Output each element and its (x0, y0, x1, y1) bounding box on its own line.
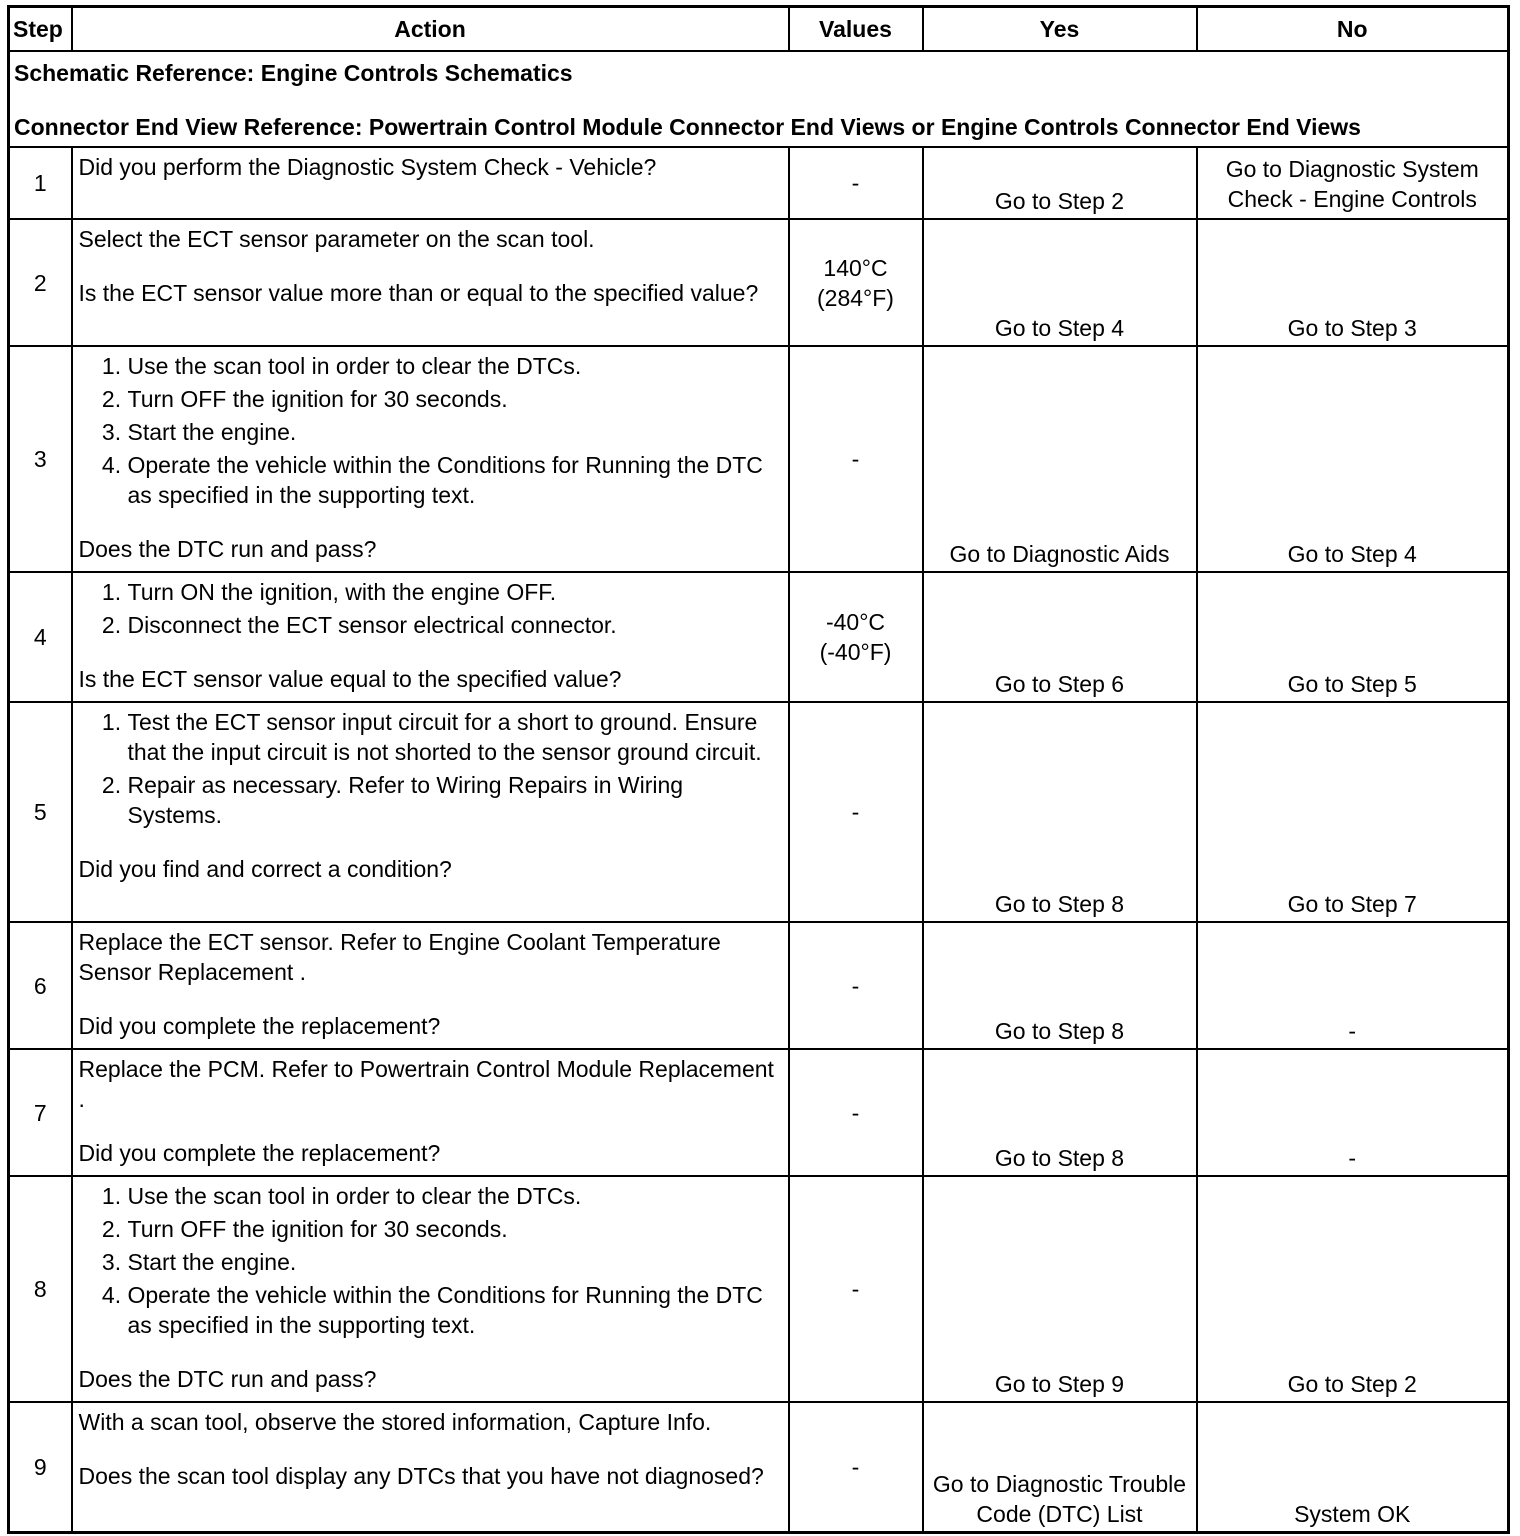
yes-cell: Go to Step 4 (923, 219, 1197, 346)
yes-cell: Go to Step 8 (923, 1049, 1197, 1176)
step-number: 1 (9, 147, 72, 219)
header-action: Action (72, 7, 789, 52)
action-step-item: 2. Repair as necessary. Refer to Wiring Repairs in Wiring Systems. (128, 770, 782, 830)
action-cell (72, 572, 789, 702)
values-cell: - (789, 1049, 923, 1176)
yes-cell: Go to Diagnostic Aids (923, 346, 1197, 572)
step-number: 2 (9, 219, 72, 346)
action-step-item: 1. Turn ON the ignition, with the engine OFF. (128, 577, 782, 607)
no-cell: Go to Step 3 (1197, 219, 1509, 346)
action-intro: With a scan tool, observe the stored information, Capture Info. (78, 1409, 712, 1435)
action-intro: Select the ECT sensor parameter on the scan tool. (78, 226, 595, 252)
table-row (9, 572, 1509, 702)
action-cell (72, 702, 789, 922)
action-step-item: 3. Start the engine. (128, 417, 782, 447)
action-question: Did you complete the replacement? (78, 1140, 441, 1166)
values-cell: - (789, 1176, 923, 1402)
header-values: Values (789, 7, 923, 52)
table-row (9, 219, 1509, 346)
action-cell (72, 219, 789, 346)
action-cell (72, 922, 789, 1049)
no-cell: Go to Diagnostic System Check - Engine Controls (1197, 147, 1509, 219)
values-cell: - (789, 922, 923, 1049)
values-cell: - (789, 147, 923, 219)
action-cell (72, 1049, 789, 1176)
action-question: Is the ECT sensor value more than or equal to the specified value? (78, 280, 759, 306)
action-step-item: 1. Use the scan tool in order to clear the DTCs. (128, 351, 782, 381)
action-question: Does the DTC run and pass? (78, 536, 377, 562)
action-cell (72, 1176, 789, 1402)
values-cell: - (789, 1402, 923, 1532)
table-row (9, 922, 1509, 1049)
action-step-item: 2. Turn OFF the ignition for 30 seconds. (128, 384, 782, 414)
step-number: 3 (9, 346, 72, 572)
schematic-reference: Schematic Reference: Engine Controls Schematics (14, 60, 573, 86)
yes-cell: Go to Step 2 (923, 147, 1197, 219)
action-cell (72, 1402, 789, 1532)
reference-row (9, 51, 1509, 147)
no-cell: - (1197, 922, 1509, 1049)
header-step: Step (9, 7, 72, 52)
action-step-item: 1. Use the scan tool in order to clear the DTCs. (128, 1181, 782, 1211)
step-number: 9 (9, 1402, 72, 1532)
table-row (9, 346, 1509, 572)
step-number: 4 (9, 572, 72, 702)
action-steps-list (79, 577, 782, 640)
step-number: 5 (9, 702, 72, 922)
action-step-item: 1. Test the ECT sensor input circuit for a short to ground. Ensure that the input circuit is not shorted to the sensor ground circuit. (128, 707, 782, 767)
no-cell: - (1197, 1049, 1509, 1176)
step-number: 6 (9, 922, 72, 1049)
yes-cell: Go to Step 6 (923, 572, 1197, 702)
action-intro: Replace the ECT sensor. Refer to Engine Coolant Temperature Sensor Replacement . (78, 929, 721, 985)
step-number: 8 (9, 1176, 72, 1402)
yes-cell: Go to Step 8 (923, 922, 1197, 1049)
table-row (9, 1049, 1509, 1176)
values-cell: 140°C (284°F) (789, 219, 923, 346)
action-question: Did you complete the replacement? (78, 1013, 441, 1039)
action-step-item: 3. Start the engine. (128, 1247, 782, 1277)
action-step-item: 2. Disconnect the ECT sensor electrical connector. (128, 610, 782, 640)
action-steps-list (79, 351, 782, 510)
action-intro: Replace the PCM. Refer to Powertrain Control Module Replacement . (78, 1056, 774, 1112)
yes-cell: Go to Step 9 (923, 1176, 1197, 1402)
action-cell (72, 147, 789, 219)
table-row (9, 147, 1509, 219)
diagnostic-table (7, 5, 1510, 1534)
table-row (9, 1402, 1509, 1532)
no-cell: Go to Step 2 (1197, 1176, 1509, 1402)
no-cell: Go to Step 4 (1197, 346, 1509, 572)
action-step-item: 4. Operate the vehicle within the Conditions for Running the DTC as specified in the supporting text. (128, 1280, 782, 1340)
table-row (9, 702, 1509, 922)
yes-cell: Go to Diagnostic Trouble Code (DTC) List (923, 1402, 1197, 1532)
header-yes: Yes (923, 7, 1197, 52)
action-step-item: 2. Turn OFF the ignition for 30 seconds. (128, 1214, 782, 1244)
yes-cell: Go to Step 8 (923, 702, 1197, 922)
values-cell: - (789, 346, 923, 572)
action-intro: Did you perform the Diagnostic System Check - Vehicle? (78, 154, 657, 180)
no-cell: Go to Step 7 (1197, 702, 1509, 922)
reference-cell (9, 51, 1509, 147)
values-cell: -40°C (-40°F) (789, 572, 923, 702)
action-cell (72, 346, 789, 572)
no-cell: System OK (1197, 1402, 1509, 1532)
table-row (9, 1176, 1509, 1402)
header-no: No (1197, 7, 1509, 52)
step-number: 7 (9, 1049, 72, 1176)
action-question: Does the scan tool display any DTCs that you have not diagnosed? (78, 1463, 764, 1489)
action-question: Does the DTC run and pass? (78, 1366, 377, 1392)
action-question: Did you find and correct a condition? (78, 856, 452, 882)
no-cell: Go to Step 5 (1197, 572, 1509, 702)
action-step-item: 4. Operate the vehicle within the Conditions for Running the DTC as specified in the supporting text. (128, 450, 782, 510)
action-question: Is the ECT sensor value equal to the specified value? (78, 666, 622, 692)
connector-reference: Connector End View Reference: Powertrain Control Module Connector End Views or Engine Controls Connector End Views (14, 114, 1361, 140)
values-cell: - (789, 702, 923, 922)
header-row (9, 7, 1509, 52)
action-steps-list (79, 1181, 782, 1340)
action-steps-list (79, 707, 782, 830)
